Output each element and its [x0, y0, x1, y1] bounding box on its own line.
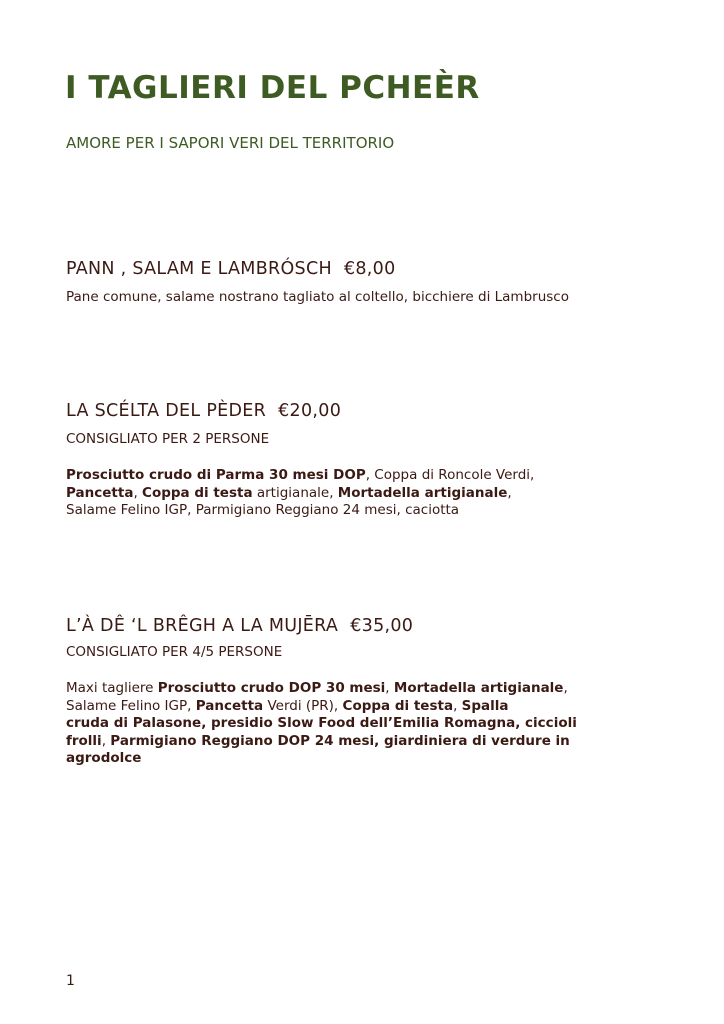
description-text-run: Prosciutto crudo DOP 30 mesi	[157, 680, 386, 696]
description-text-run: cruda di Palasone, presidio Slow Food dell’Emilia Romagna, ciccioli	[66, 715, 577, 731]
page-subtitle: AMORE PER I SAPORI VERI DEL TERRITORIO	[66, 134, 395, 152]
menu-item-1-price: €8,00	[343, 259, 396, 279]
menu-item-3-price: €35,00	[350, 616, 414, 636]
menu-item-2-name: LA SCÉLTA DEL PÈDER	[66, 401, 267, 421]
description-text-run: Mortadella artigianale	[393, 680, 564, 696]
description-line	[66, 467, 534, 485]
description-text-run: Maxi tagliere	[66, 680, 158, 696]
description-text-run: Coppa di testa	[142, 484, 253, 501]
menu-item-3-header	[66, 614, 413, 638]
description-text-run: Pancetta	[66, 484, 134, 501]
description-text-run: frolli	[66, 732, 102, 749]
page-title: I TAGLIERI DEL PCHEÈR	[65, 70, 480, 106]
menu-item-3-name: L’À DÊ ‘L BRÊGH A LA MUJĒRA	[66, 616, 339, 636]
description-line	[66, 715, 577, 733]
menu-item-2-price: €20,00	[278, 401, 342, 421]
description-text-run: Salame Felino IGP, Parmigiano Reggiano 24 mesi, caciotta	[66, 502, 460, 518]
description-line	[66, 698, 577, 716]
page-number: 1	[66, 973, 75, 989]
description-text-run: ,	[385, 680, 394, 696]
description-line	[66, 485, 534, 503]
description-text-run: ,	[507, 484, 512, 501]
description-line	[66, 733, 577, 751]
description-text-run: Salame Felino IGP,	[66, 697, 196, 714]
menu-item-1-description: Pane comune, salame nostrano tagliato al coltello, bicchiere di Lambrusco	[66, 289, 569, 305]
description-text-run: Parmigiano Reggiano DOP 24 mesi, giardiniera di verdure in	[110, 732, 570, 749]
description-text-run: Spalla	[461, 697, 509, 714]
description-text-run: Mortadella artigianale	[337, 484, 508, 501]
menu-item-3-note: CONSIGLIATO PER 4/5 PERSONE	[66, 644, 283, 660]
description-line	[66, 750, 577, 768]
description-text-run: Coppa di testa	[342, 697, 454, 714]
menu-item-2-note: CONSIGLIATO PER 2 PERSONE	[66, 431, 270, 447]
description-text-run: ,	[101, 732, 111, 749]
menu-item-2-header	[66, 399, 341, 423]
menu-item-3-description	[66, 680, 577, 768]
description-text-run: Pancetta	[195, 697, 264, 714]
description-line	[66, 502, 534, 520]
menu-item-1-name: PANN , SALAM E LAMBRÓSCH	[66, 259, 332, 279]
description-text-run: ,	[453, 697, 462, 714]
description-text-run: ,	[133, 484, 143, 501]
menu-item-1-header	[66, 257, 396, 281]
description-text-run: artigianale,	[252, 484, 338, 501]
description-line	[66, 680, 577, 698]
menu-item-2-description	[66, 467, 534, 520]
description-text-run: Prosciutto crudo di Parma 30 mesi DOP	[66, 467, 366, 483]
description-text-run: agrodolce	[66, 750, 142, 766]
description-text-run: ,	[563, 680, 568, 696]
description-text-run: Verdi (PR),	[263, 697, 343, 714]
description-text-run: , Coppa di Roncole Verdi,	[365, 467, 535, 483]
